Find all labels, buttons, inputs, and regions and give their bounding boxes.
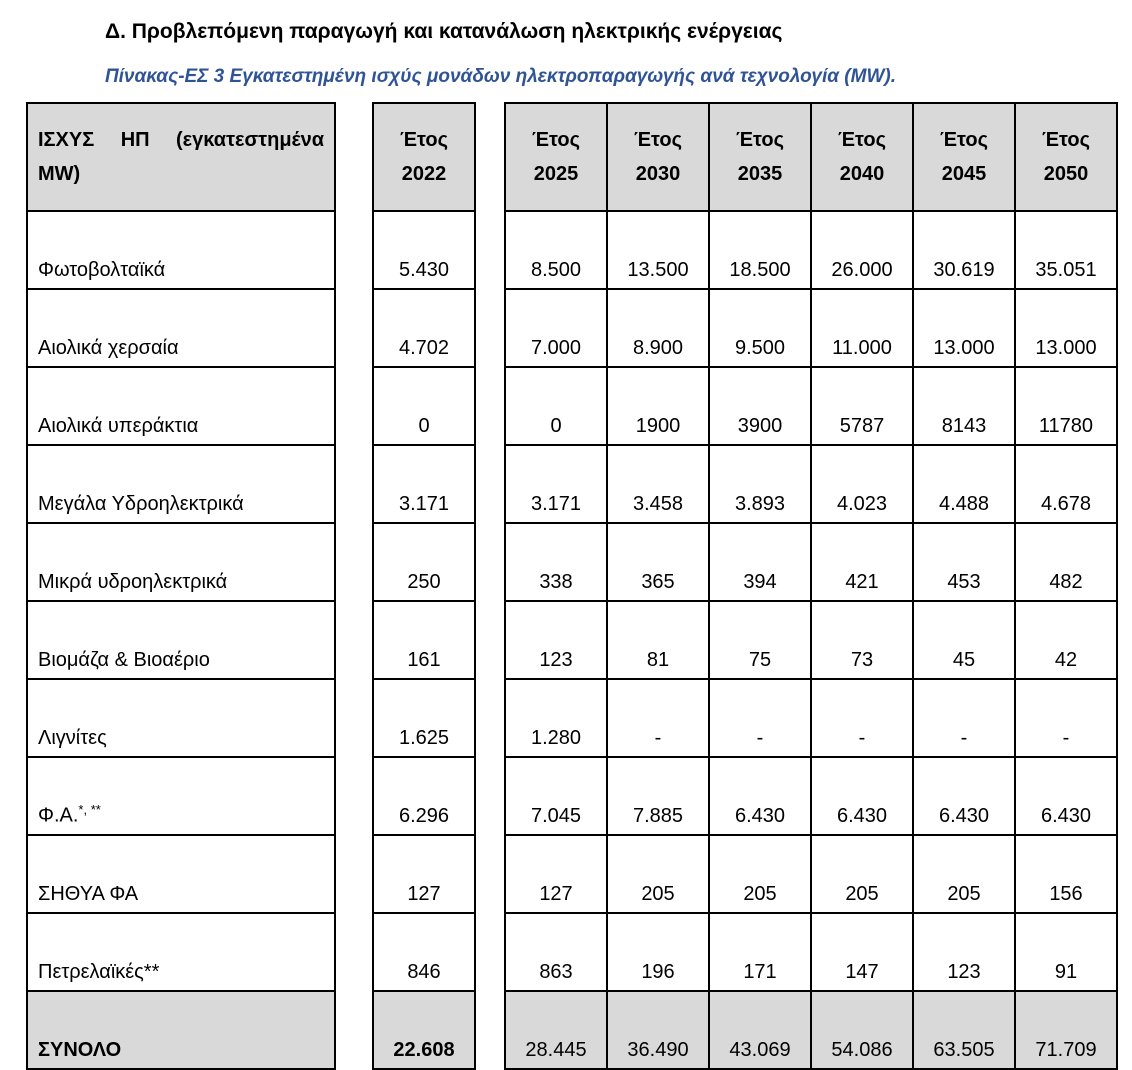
value: 11.000: [832, 337, 892, 359]
value: -: [858, 727, 866, 749]
value-cell: [1015, 601, 1117, 679]
table-row: [27, 367, 335, 445]
row-label: Πετρελαϊκές**: [38, 961, 160, 983]
table-row: [505, 757, 1117, 835]
value-cell: [709, 601, 811, 679]
row-label-cell: [27, 679, 335, 757]
value: 6.296: [398, 805, 450, 827]
year-value: 2022: [401, 163, 447, 185]
value-cell: [913, 211, 1015, 289]
value: 3.171: [530, 493, 582, 515]
value: 1.280: [530, 727, 582, 749]
technology-label-column: [26, 102, 336, 1070]
row-label: Αιολικά χερσαία: [38, 337, 179, 359]
header-row: [373, 103, 475, 211]
value-cell: [1015, 211, 1117, 289]
table-row: [373, 601, 475, 679]
value: 250: [407, 571, 441, 593]
value: 127: [407, 883, 441, 905]
value-cell: [811, 601, 913, 679]
table-row: [27, 679, 335, 757]
value: 123: [947, 961, 981, 983]
row-label-footnote: *, **: [78, 802, 101, 818]
year-header-cell: [373, 103, 475, 211]
total-value: 36.490: [627, 1039, 689, 1061]
value-cell: [607, 601, 709, 679]
header-label-cell: [27, 103, 335, 211]
value-cell: [709, 913, 811, 991]
value: 35.051: [1035, 259, 1097, 281]
value: 75: [748, 649, 772, 671]
year-header-cell: [505, 103, 607, 211]
value-cell: [607, 523, 709, 601]
value: 6.430: [734, 805, 786, 827]
value: 13.500: [627, 259, 689, 281]
value-cell: [1015, 523, 1117, 601]
total-value: 63.505: [933, 1039, 995, 1061]
value: 8143: [941, 415, 987, 437]
value: 18.500: [729, 259, 791, 281]
value-cell: [373, 289, 475, 367]
table-row: [373, 913, 475, 991]
value: 161: [407, 649, 441, 671]
row-label: Βιομάζα & Βιοαέριο: [38, 649, 210, 671]
value: 91: [1054, 961, 1078, 983]
value: 8.500: [530, 259, 582, 281]
row-label-cell: [27, 757, 335, 835]
value: 196: [641, 961, 675, 983]
total-value: 43.069: [729, 1039, 791, 1061]
value-cell: [1015, 913, 1117, 991]
value: -: [756, 727, 764, 749]
value: 30.619: [933, 259, 995, 281]
row-label: Μεγάλα Υδροηλεκτρικά: [38, 493, 244, 515]
year-prefix: Έτος: [531, 129, 581, 151]
value: 8.900: [632, 337, 684, 359]
value-cell: [373, 523, 475, 601]
row-label-cell: [27, 601, 335, 679]
value-cell: [1015, 679, 1117, 757]
value-cell: [505, 913, 607, 991]
value-cell: [1015, 757, 1117, 835]
total-value-cell: [505, 991, 607, 1069]
table-row: [27, 289, 335, 367]
value: 4.488: [938, 493, 990, 515]
value: 123: [539, 649, 573, 671]
table-row: [373, 757, 475, 835]
value-cell: [811, 445, 913, 523]
value: 13.000: [933, 337, 995, 359]
value: 421: [845, 571, 879, 593]
value-cell: [373, 445, 475, 523]
value-cell: [811, 835, 913, 913]
row-label-cell: [27, 211, 335, 289]
total-value: 28.445: [525, 1039, 587, 1061]
value-cell: [913, 601, 1015, 679]
header-label: ΙΣΧΥΣ ΗΠ (εγκατεστημένα MW): [38, 129, 324, 185]
value: 73: [850, 649, 874, 671]
row-label: Λιγνίτες: [38, 727, 107, 749]
value-cell: [607, 757, 709, 835]
value: 205: [947, 883, 981, 905]
value-cell: [709, 289, 811, 367]
total-value-cell: [811, 991, 913, 1069]
table-row: [505, 289, 1117, 367]
value-cell: [373, 913, 475, 991]
value-cell: [607, 211, 709, 289]
value: 205: [641, 883, 675, 905]
value: 4.678: [1040, 493, 1092, 515]
year-value: 2045: [941, 163, 987, 185]
value-cell: [1015, 445, 1117, 523]
value-cell: [709, 835, 811, 913]
value-cell: [1015, 367, 1117, 445]
value: 11780: [1038, 415, 1094, 437]
value: 7.045: [530, 805, 582, 827]
year-prefix: Έτος: [399, 129, 449, 151]
value-cell: [913, 289, 1015, 367]
value: 846: [407, 961, 441, 983]
table-row: [27, 523, 335, 601]
value-cell: [505, 835, 607, 913]
year-prefix: Έτος: [939, 129, 989, 151]
value-cell: [505, 601, 607, 679]
value: -: [960, 727, 968, 749]
value-cell: [709, 757, 811, 835]
row-label-cell: [27, 523, 335, 601]
table-row: [505, 523, 1117, 601]
value: 5.430: [398, 259, 450, 281]
table-row: [505, 679, 1117, 757]
value-cell: [811, 289, 913, 367]
value: 7.000: [530, 337, 582, 359]
value: 205: [743, 883, 777, 905]
row-label-cell: [27, 445, 335, 523]
row-label-cell: [27, 289, 335, 367]
year-prefix: Έτος: [837, 129, 887, 151]
value: 81: [646, 649, 670, 671]
value: 42: [1054, 649, 1078, 671]
table-row: [373, 835, 475, 913]
total-value-cell: [373, 991, 475, 1069]
table-row: [505, 835, 1117, 913]
value-cell: [607, 835, 709, 913]
table-row: [373, 523, 475, 601]
value: 13.000: [1035, 337, 1097, 359]
year-header-cell: [811, 103, 913, 211]
value-cell: [811, 757, 913, 835]
year-header-cell: [913, 103, 1015, 211]
total-value-cell: [1015, 991, 1117, 1069]
value-cell: [913, 913, 1015, 991]
value-cell: [373, 757, 475, 835]
value-cell: [709, 445, 811, 523]
value-cell: [373, 835, 475, 913]
table-row: [27, 913, 335, 991]
value: 1.625: [398, 727, 450, 749]
value-cell: [1015, 835, 1117, 913]
value-cell: [811, 367, 913, 445]
value-cell: [373, 601, 475, 679]
row-label: Αιολικά υπεράκτια: [38, 415, 199, 437]
value: 45: [952, 649, 976, 671]
row-label: Φωτοβολταϊκά: [38, 259, 166, 281]
value: 863: [539, 961, 573, 983]
value-cell: [709, 211, 811, 289]
value: 6.430: [836, 805, 888, 827]
table-row: [505, 601, 1117, 679]
value-cell: [373, 367, 475, 445]
value-cell: [811, 679, 913, 757]
value-cell: [607, 679, 709, 757]
value: 394: [743, 571, 777, 593]
value: 3.893: [734, 493, 786, 515]
value-cell: [709, 523, 811, 601]
value-cell: [373, 679, 475, 757]
year-header-cell: [1015, 103, 1117, 211]
table-row: [27, 757, 335, 835]
total-value: 54.086: [831, 1039, 893, 1061]
table-caption: Πίνακας-ΕΣ 3 Εγκατεστημένη ισχύς μονάδων ηλεκτροπαραγωγής ανά τεχνολογία (MW).: [105, 66, 896, 87]
table-row: [373, 367, 475, 445]
total-value-cell: [709, 991, 811, 1069]
value: 0: [418, 415, 430, 437]
value: 9.500: [734, 337, 786, 359]
value: 4.023: [836, 493, 888, 515]
table-row: [27, 601, 335, 679]
value: 6.430: [1040, 805, 1092, 827]
year-prefix: Έτος: [633, 129, 683, 151]
value-cell: [505, 445, 607, 523]
table-row: [505, 913, 1117, 991]
value-cell: [913, 367, 1015, 445]
value: 171: [743, 961, 777, 983]
header-row: [505, 103, 1117, 211]
total-value: 71.709: [1035, 1039, 1097, 1061]
value-cell: [1015, 289, 1117, 367]
value-cell: [913, 445, 1015, 523]
value-cell: [505, 367, 607, 445]
row-label: Φ.Α.: [38, 805, 79, 827]
value-cell: [505, 289, 607, 367]
value-cell: [505, 523, 607, 601]
row-label: Μικρά υδροηλεκτρικά: [38, 571, 228, 593]
table-row: [373, 289, 475, 367]
year-value: 2050: [1043, 163, 1089, 185]
value-cell: [709, 679, 811, 757]
table-row: [505, 367, 1117, 445]
value-cell: [811, 913, 913, 991]
total-value-cell: [607, 991, 709, 1069]
total-row: [373, 991, 475, 1069]
year-value: 2025: [533, 163, 579, 185]
year-prefix: Έτος: [735, 129, 785, 151]
value-cell: [505, 211, 607, 289]
value: 3.458: [632, 493, 684, 515]
table-row: [27, 835, 335, 913]
value: 5787: [839, 415, 885, 437]
value: 6.430: [938, 805, 990, 827]
value: 338: [539, 571, 573, 593]
table-row: [505, 445, 1117, 523]
table-row: [505, 211, 1117, 289]
value-cell: [505, 757, 607, 835]
value: 26.000: [831, 259, 893, 281]
value-cell: [709, 367, 811, 445]
total-value-cell: [913, 991, 1015, 1069]
year-2022-column: [372, 102, 476, 1070]
year-prefix: Έτος: [1041, 129, 1091, 151]
value: 482: [1049, 571, 1083, 593]
value: 7.885: [632, 805, 684, 827]
value: 3900: [737, 415, 783, 437]
value: 453: [947, 571, 981, 593]
value: 205: [845, 883, 879, 905]
row-label: ΣΗΘΥΑ ΦΑ: [38, 883, 139, 905]
value: 365: [641, 571, 675, 593]
row-label-cell: [27, 913, 335, 991]
row-label-cell: [27, 367, 335, 445]
table-row: [373, 445, 475, 523]
table-row: [373, 679, 475, 757]
value: 3.171: [398, 493, 450, 515]
value-cell: [607, 913, 709, 991]
value: 4.702: [398, 337, 450, 359]
value-cell: [913, 757, 1015, 835]
value: 127: [539, 883, 573, 905]
value-cell: [913, 523, 1015, 601]
value-cell: [913, 679, 1015, 757]
year-value: 2035: [737, 163, 783, 185]
value-cell: [505, 679, 607, 757]
table-row: [373, 211, 475, 289]
total-value: 22.608: [393, 1039, 455, 1061]
year-value: 2040: [839, 163, 885, 185]
year-value: 2030: [635, 163, 681, 185]
total-label: ΣΥΝΟΛΟ: [38, 1039, 122, 1061]
value-cell: [607, 445, 709, 523]
value: 0: [550, 415, 562, 437]
value-cell: [373, 211, 475, 289]
section-heading: Δ. Προβλεπόμενη παραγωγή και κατανάλωση ηλεκτρικής ενέργειας: [105, 20, 783, 43]
header-row: [27, 103, 335, 211]
value-cell: [913, 835, 1015, 913]
total-row: [27, 991, 335, 1069]
value-cell: [811, 211, 913, 289]
projection-years-table: [504, 102, 1118, 1070]
value-cell: [607, 289, 709, 367]
value: 156: [1049, 883, 1083, 905]
value: 147: [845, 961, 879, 983]
value-cell: [811, 523, 913, 601]
table-row: [27, 445, 335, 523]
total-row: [505, 991, 1117, 1069]
value: 1900: [635, 415, 681, 437]
table-row: [27, 211, 335, 289]
row-label-cell: [27, 835, 335, 913]
value: -: [1062, 727, 1070, 749]
year-header-cell: [709, 103, 811, 211]
value: -: [654, 727, 662, 749]
year-header-cell: [607, 103, 709, 211]
total-label-cell: [27, 991, 335, 1069]
value-cell: [607, 367, 709, 445]
